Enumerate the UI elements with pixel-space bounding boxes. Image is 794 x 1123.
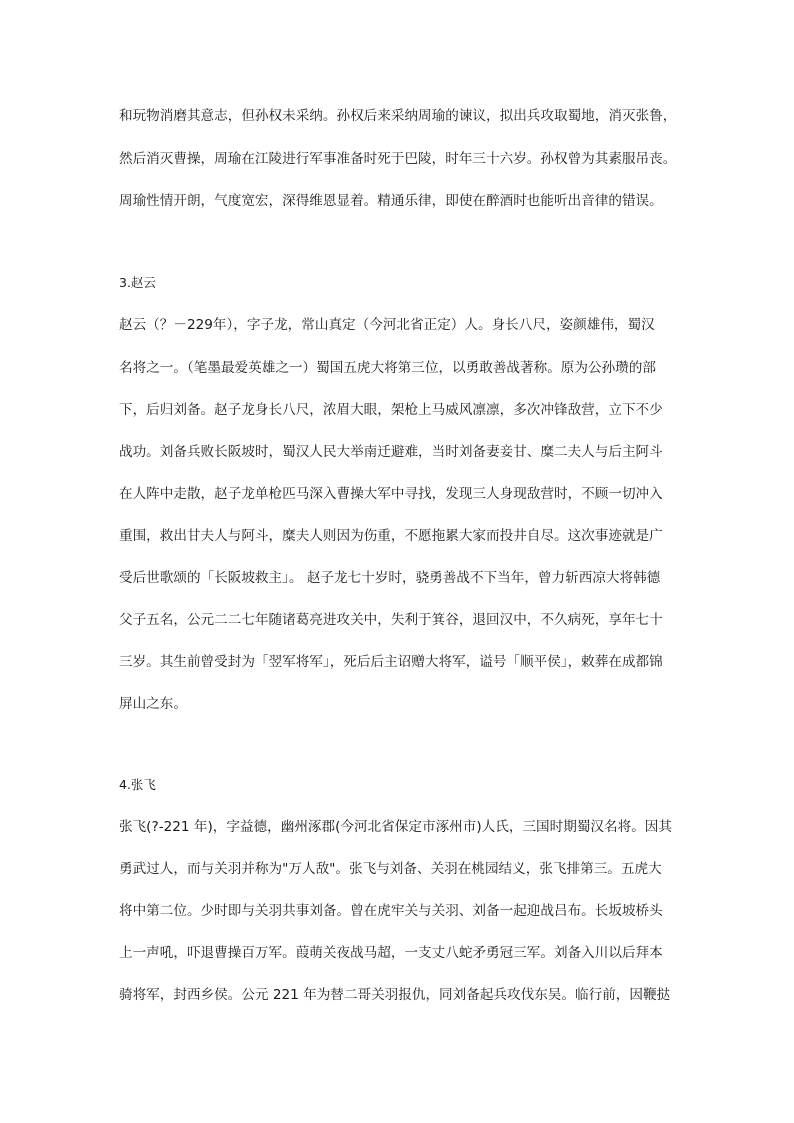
paragraph-line: 三岁。其生前曾受封为「翌军将军」，死后后主诏赠大将军，谥号「顺平侯」，敕葬在成都锦 — [119, 654, 663, 670]
paragraph-line: 在人阵中走散，赵子龙单枪匹马深入曹操大军中寻找，发现三人身现敌营时，不顾一切冲入 — [119, 486, 663, 502]
paragraph-line: 张飞(?-221 年)，字益德，幽州涿郡(今河北省保定市涿州市)人氏，三国时期蜀汉名将。因其 — [119, 819, 672, 835]
paragraph-line: 屏山之东。 — [119, 696, 187, 712]
paragraph-line: 战功。刘备兵败长阪坡时，蜀汉人民大举南迁避难，当时刘备妻妾甘、糜二夫人与后主阿斗 — [119, 444, 663, 460]
paragraph-line: 周瑜性情开朗，气度宽宏，深得维恩显着。精通乐律，即使在醉酒时也能听出音律的错误。 — [119, 193, 663, 209]
paragraph-line: 赵云（？－229年），字子龙，常山真定（今河北省正定）人。身长八尺，姿颜雄伟，蜀汉 — [119, 317, 655, 333]
paragraph-line: 骑将军，封西乡侯。公元 221 年为替二哥关羽报仇，同刘备起兵攻伐东吴。临行前，因鞭挞 — [119, 987, 671, 1003]
paragraph-line: 重围，救出甘夫人与阿斗，糜夫人则因为伤重，不愿拖累大家而投井自尽。这次事迹就是广 — [119, 528, 663, 544]
paragraph-line: 下，后归刘备。赵子龙身长八尺，浓眉大眼，架枪上马威风凛凛，多次冲锋敌营，立下不少 — [119, 402, 663, 418]
paragraph-line: 然后消灭曹操，周瑜在江陵进行军事准备时死于巴陵，时年三十六岁。孙权曾为其素服吊丧。 — [119, 151, 677, 167]
paragraph-line: 受后世歌颂的「长阪坡救主」。 赵子龙七十岁时，骁勇善战不下当年，曾力斩西凉大将韩德 — [119, 570, 661, 586]
paragraph-line: 将中第二位。少时即与关羽共事刘备。曾在虎牢关与关羽、刘备一起迎战吕布。长坂坡桥头 — [119, 903, 663, 919]
paragraph-line: 勇武过人，而与关羽并称为"万人敌"。张飞与刘备、关羽在桃园结义，张飞排第三。五虎大 — [119, 861, 662, 877]
paragraph-line: 上一声吼，吓退曹操百万军。葭萌关夜战马超，一支丈八蛇矛勇冠三军。刘备入川以后拜本 — [119, 945, 663, 961]
section-heading-zhaoyun: 3.赵云 — [119, 275, 156, 290]
paragraph-line: 和玩物消磨其意志，但孙权未采纳。孙权后来采纳周瑜的谏议，拟出兵攻取蜀地，消灭张鲁， — [119, 108, 677, 124]
paragraph-line: 父子五名，公元二二七年随诸葛亮进攻关中，失利于箕谷，退回汉中，不久病死，享年七十 — [119, 612, 663, 628]
section-heading-zhangfei: 4.张飞 — [119, 777, 156, 792]
paragraph-line: 名将之一。（笔墨最爱英雄之一）蜀国五虎大将第三位，以勇敢善战著称。原为公孙瓒的部 — [119, 360, 656, 376]
